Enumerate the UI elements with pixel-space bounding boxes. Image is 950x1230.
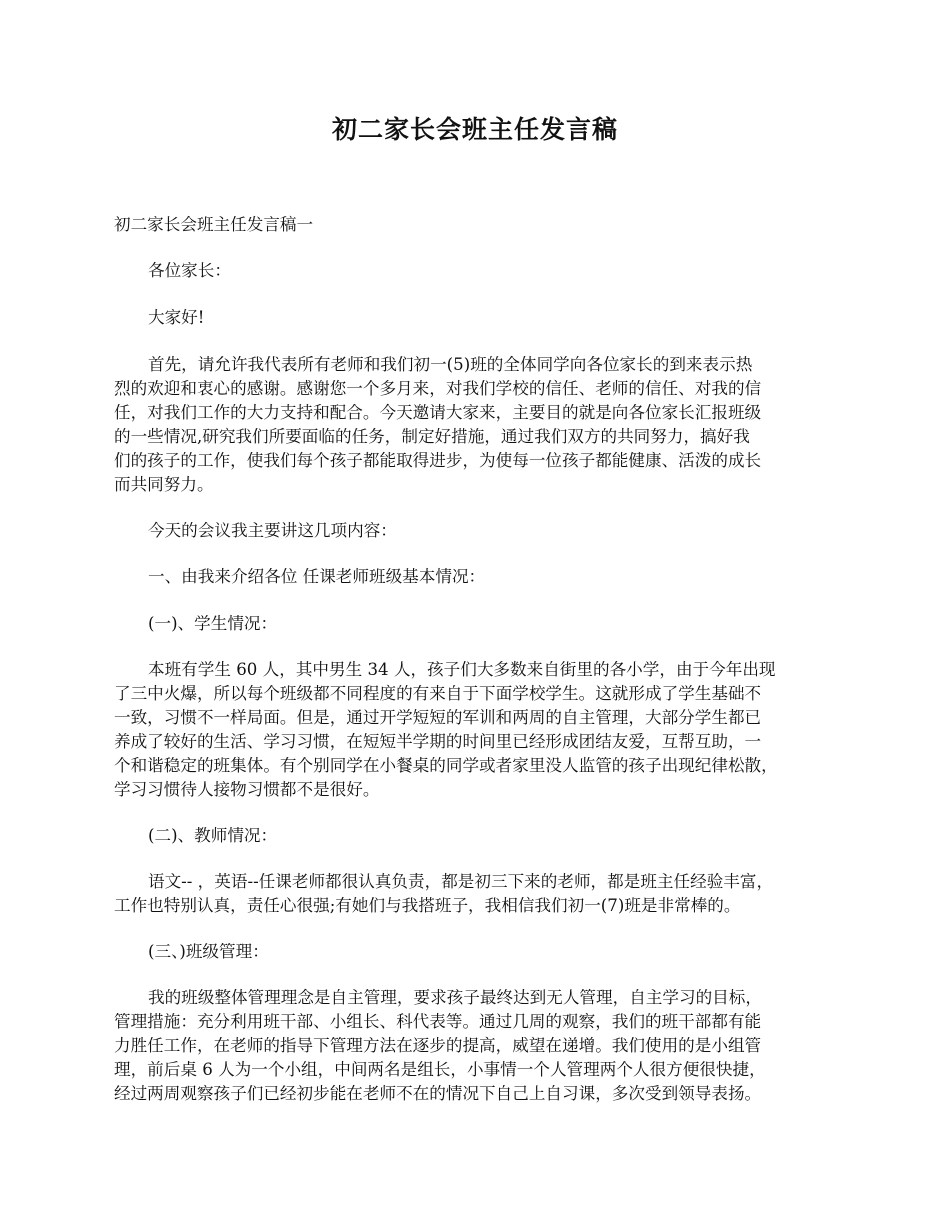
paragraph-line: 理，前后桌 6 人为一个小组，中间两名是组长，小事情一个人管理两个人很方便很快捷， — [114, 1060, 766, 1079]
paragraph-line: 今天的会议我主要讲这几项内容： — [148, 521, 397, 540]
paragraph-line: 首先，请允许我代表所有老师和我们初一(5)班的全体同学向各位家长的到来表示热 — [148, 355, 753, 374]
paragraph-line: 个和谐稳定的班集体。有个别同学在小餐桌的同学或者家里没人监管的孩子出现纪律松散， — [114, 756, 778, 775]
sub-heading: (二)、教师情况： — [148, 826, 278, 845]
paragraph-line: 而共同努力。 — [114, 475, 214, 494]
section-heading: 初二家长会班主任发言稿一 — [114, 215, 314, 234]
paragraph-line: 们的孩子的工作，使我们每个孩子都能取得进步，为使每一位孩子都能健康、活泼的成长 — [114, 451, 762, 470]
paragraph-line: 我的班级整体管理理念是自主管理，要求孩子最终达到无人管理，自主学习的目标， — [148, 988, 762, 1007]
paragraph-line: 任，对我们工作的大力支持和配合。今天邀请大家来，主要目的就是向各位家长汇报班级 — [114, 403, 762, 422]
sub-heading: (三、)班级管理： — [148, 942, 269, 961]
list-heading: 一、由我来介绍各位 任课老师班级基本情况： — [148, 567, 486, 586]
paragraph-line: 一致，习惯不一样局面。但是，通过开学短短的军训和两周的自主管理，大部分学生都已 — [114, 708, 762, 727]
paragraph-line: 学习习惯待人接物习惯都不是很好。 — [114, 780, 380, 799]
paragraph-line: 了三中火爆，所以每个班级都不同程度的有来自于下面学校学生。这就形成了学生基础不 — [114, 684, 762, 703]
paragraph-line: 工作也特别认真，责任心很强;有她们与我搭班子，我相信我们初一(7)班是非常棒的。 — [114, 896, 741, 915]
paragraph-line: 的一些情况,研究我们所要面临的任务，制定好措施，通过我们双方的共同努力，搞好我 — [114, 427, 750, 446]
page-title: 初二家长会班主任发言稿 — [331, 115, 618, 144]
paragraph-line: 力胜任工作，在老师的指导下管理方法在逐步的提高，威望在递增。我们使用的是小组管 — [114, 1036, 762, 1055]
paragraph-line: 经过两周观察孩子们已经初步能在老师不在的情况下自己上自习课，多次受到领导表扬。 — [114, 1084, 762, 1103]
paragraph-line: 语文-- ，英语--任课老师都很认真负责，都是初三下来的老师，都是班主任经验丰富， — [148, 872, 774, 891]
paragraph-line: 管理措施：充分利用班干部、小组长、科代表等。通过几周的观察，我们的班干部都有能 — [114, 1012, 762, 1031]
greeting: 大家好! — [148, 308, 205, 327]
paragraph-line: 养成了较好的生活、学习习惯，在短短半学期的时间里已经形成团结友爱，互帮互助，一 — [114, 732, 762, 751]
sub-heading: (一)、学生情况： — [148, 614, 278, 633]
salutation: 各位家长： — [148, 261, 231, 280]
paragraph-line: 本班有学生 60 人，其中男生 34 人，孩子们大多数来自街里的各小学，由于今年出现 — [148, 660, 776, 679]
paragraph-line: 烈的欢迎和衷心的感谢。感谢您一个多月来，对我们学校的信任、老师的信任、对我的信 — [114, 379, 762, 398]
